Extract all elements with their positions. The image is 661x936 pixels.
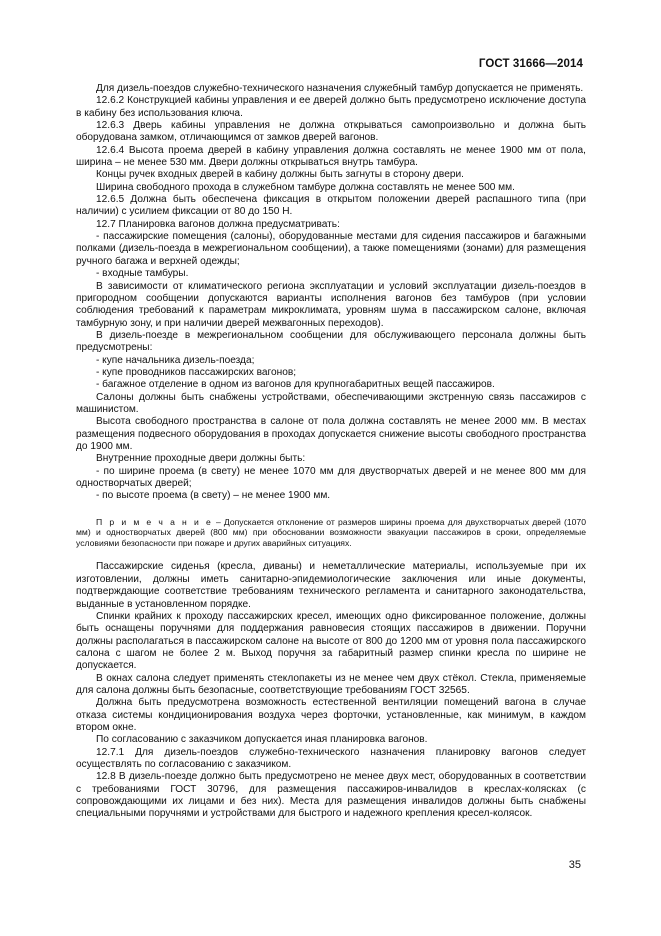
paragraph: 12.7 Планировка вагонов должна предусматривать: xyxy=(96,218,340,230)
paragraph: В зависимости от климатического региона эксплуатации и условий эксплуатации дизель-поездов в пригородном сообщении допускаются варианты исполнения вагонов без тамбуров (при условии соблюдения требований к параметрам микроклимата, уровням шума в пассажирском салоне, включая тамбурную зону, и при наличии дверей межвагонных переходов). xyxy=(76,280,586,329)
paragraph: 12.6.5 Должна быть обеспечена фиксация в открытом положении дверей распашного типа (при наличии) с усилием фиксации от 80 до 150 Н. xyxy=(76,194,586,218)
paragraph: 12.6.4 Высота проема дверей в кабину управления должна составлять не менее 1900 мм от пола, ширина – не менее 530 мм. Двери должны открываться внутрь тамбура. xyxy=(76,144,586,169)
document-body xyxy=(76,83,586,821)
list-item: - входные тамбуры. xyxy=(96,268,189,280)
paragraph: 12.8 В дизель-поезде должно быть предусмотрено не менее двух мест, оборудованных в соответствии с требованиями ГОСТ 30796, для размещения пассажиров-инвалидов в креслах-колясках (с сопровождающими их лицами и без них). Места для размещения инвалидов должны быть снабжены специальными поручнями и устройствами для быстрого и надежного крепления кресел-колясок. xyxy=(76,771,586,820)
paragraph: Высота свободного пространства в салоне от пола должна составлять не менее 2000 мм. В местах размещения подвесного оборудования в проходах допускается снижение высоты свободного пространства до 1900 мм. xyxy=(76,416,586,452)
document-code: ГОСТ 31666—2014 xyxy=(478,58,583,70)
paragraph: Должна быть предусмотрена возможность естественной вентиляции помещений вагона в случае отказа системы кондиционирования воздуха через форточки, установленные, как минимум, в каждом втором окне. xyxy=(76,697,586,733)
note-text: – Допускается отклонение от размеров ширины проема для двухстворчатых дверей (1070 мм) и одностворчатых дверей (800 мм) при обосновании возможности эвакуации пассажиров в сроки, определяемые условиями безопасности при пожаре и других аварийных ситуациях. xyxy=(76,516,586,548)
paragraph: В окнах салона следует применять стеклопакеты из не менее чем двух стёкол. Стекла, применяемые для салона должны быть безопасные, соответствующие требованиям ГОСТ 32565. xyxy=(76,672,586,696)
paragraph: Пассажирские сиденья (кресла, диваны) и неметаллические материалы, используемые при их изготовлении, должны иметь санитарно-эпидемиологические заключения или иные документы, подтверждающие соответствие требованиям технического регламента и санитарного законодательства, выданные в установленном порядке. xyxy=(76,561,586,610)
list-item: - купе начальника дизель-поезда; xyxy=(96,354,255,366)
note-label: П р и м е ч а н и е xyxy=(96,516,213,527)
paragraph: Салоны должны быть снабжены устройствами, обеспечивающими экстренную связь пассажиров с машинистом. xyxy=(76,391,586,415)
list-item: - купе проводников пассажирских вагонов; xyxy=(96,366,297,378)
paragraph: В дизель-поезде в межрегиональном сообщении для обслуживающего персонала должны быть предусмотрены: xyxy=(76,329,586,354)
list-item: - по ширине проема (в свету) не менее 1070 мм для двустворчатых дверей и не менее 800 мм для одностворчатых дверей; xyxy=(76,465,586,489)
list-item: - пассажирские помещения (салоны), оборудованные местами для сидения пассажиров и багажными полками (дизель-поезда в межрегиональном сообщении), а также помещениями (зонами) для размещения ручного багажа и верхней одежды; xyxy=(76,231,586,267)
paragraph: 12.6.3 Дверь кабины управления не должна открываться самопроизвольно и должна быть оборудована замком, отличающимся от замков дверей вагонов. xyxy=(76,120,586,144)
paragraph: Для дизель-поездов служебно-технического назначения служебный тамбур допускается не применять. xyxy=(96,83,584,94)
paragraph: Спинки крайних к проходу пассажирских кресел, имеющих одно фиксированное положение, должны быть оснащены поручнями для поддержания равновесия стоящих пассажиров в движении. Поручни должны располагаться в пассажирском салоне на высоте от 800 до 1200 мм от уровня пола пассажирского салона с шагом не более 2 м. Выход поручня за габаритный размер спинки кресла по ширине не допускается. xyxy=(76,610,586,672)
paragraph: 12.6.2 Конструкцией кабины управления и ее дверей должно быть предусмотрено исключение доступа в кабину без использования ключа. xyxy=(76,95,586,119)
list-item: - по высоте проема (в свету) – не менее 1900 мм. xyxy=(96,490,331,502)
paragraph: По согласованию с заказчиком допускается иная планировка вагонов. xyxy=(96,734,428,746)
paragraph: Концы ручек входных дверей в кабину должны быть загнуты в сторону двери. xyxy=(96,169,464,181)
paragraph: Внутренние проходные двери должны быть: xyxy=(96,453,306,465)
note xyxy=(76,517,586,549)
paragraph: 12.7.1 Для дизель-поездов служебно-технического назначения планировку вагонов следует осуществлять по согласованию с заказчиком. xyxy=(76,746,586,770)
list-item: - багажное отделение в одном из вагонов для крупногабаритных вещей пассажиров. xyxy=(96,379,495,391)
paragraph: Ширина свободного прохода в служебном тамбуре должна составлять не менее 500 мм. xyxy=(96,181,515,193)
page-number: 35 xyxy=(568,859,581,871)
